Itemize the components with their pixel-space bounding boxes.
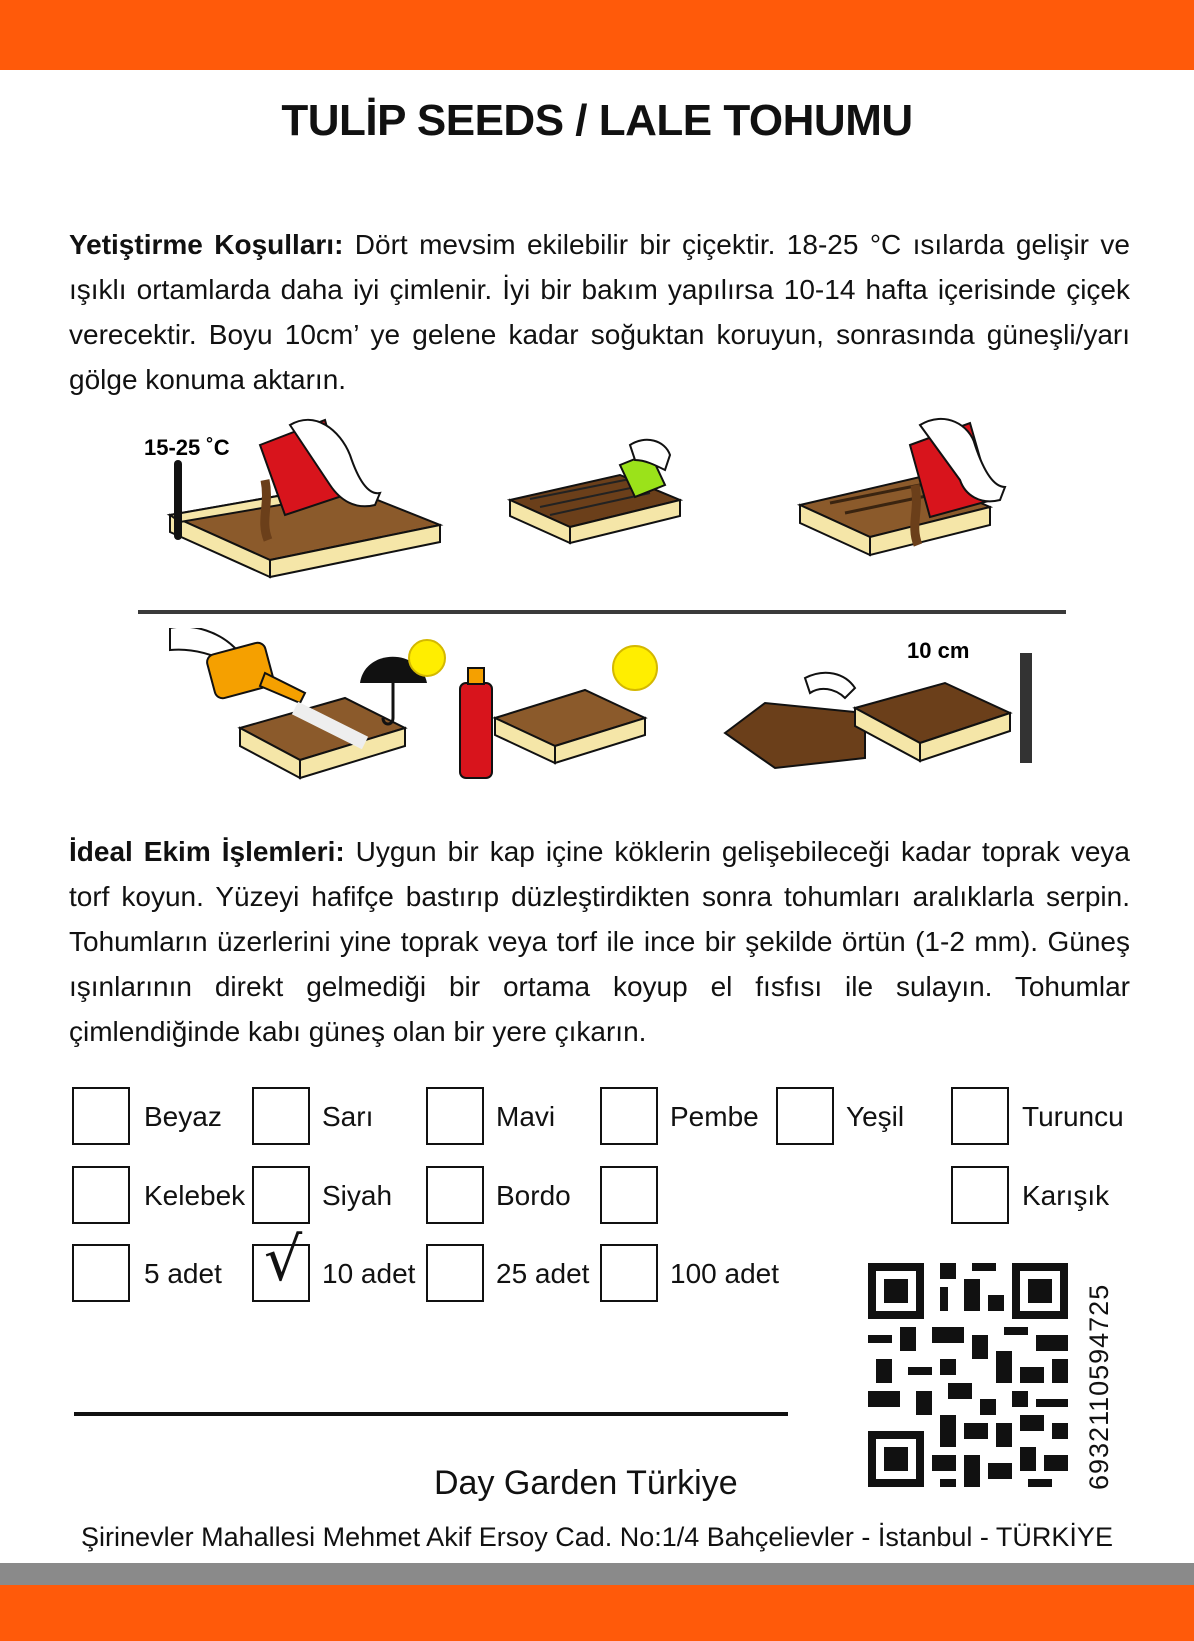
checkbox-karisik[interactable] xyxy=(951,1166,1009,1224)
checkbox-kelebek[interactable] xyxy=(72,1166,130,1224)
label-yesil: Yeşil xyxy=(846,1101,905,1132)
sowing-steps-illustration-bottom xyxy=(165,628,1075,798)
sowing-steps-heading: İdeal Ekim İşlemleri: xyxy=(69,836,345,867)
sun-icon-1 xyxy=(409,640,445,676)
sowing-steps-paragraph xyxy=(69,829,1130,1054)
thermometer-icon xyxy=(174,460,182,540)
label-sari: Sarı xyxy=(322,1101,374,1132)
growing-conditions-text: Dört mevsim ekilebilir bir çiçektir. 18-25 °C ısılarda gelişir ve ışıklı ortamlarda daha iyi çimlenir. İyi bir bakım yapılırsa 10-14 hafta içerisinde çiçek verecektir. Boyu 10cm’ ye gelene kadar soğuktan koruyun, sonrasında güneşli/yarı gölge konuma aktarın. xyxy=(69,229,1130,395)
label-bordo: Bordo xyxy=(496,1180,571,1211)
ruler-icon xyxy=(1020,653,1032,763)
sowing-steps-text: Uygun bir kap içine köklerin gelişebileceği kadar toprak veya torf koyun. Yüzeyi hafifçe bastırıp düzleştirdikten sonra tohumları aralıklarla serpin. Tohumların üzerlerini yine toprak veya torf ile ince bir şekilde örtün (1-2 mm). Güneş ışınlarının direkt gelmediği bir ortama koyup el fısfısı ile sulayın. Tohumlar çimlendiğinde kabı güneş olan bir yere çıkarın. xyxy=(69,836,1130,1047)
bottom-gray-band xyxy=(0,1563,1194,1585)
crate-watered xyxy=(240,698,405,778)
label-kelebek: Kelebek xyxy=(144,1180,246,1211)
label-turuncu: Turuncu xyxy=(1022,1101,1124,1132)
checkbox-5-adet[interactable] xyxy=(72,1244,130,1302)
label-mavi: Mavi xyxy=(496,1101,556,1132)
growing-conditions-heading: Yetiştirme Koşulları: xyxy=(69,229,344,260)
sowing-steps-illustration-top xyxy=(140,415,1080,595)
fertilizer-bottle-icon xyxy=(460,668,492,778)
qr-code xyxy=(868,1262,1068,1488)
checkbox-sari[interactable] xyxy=(252,1087,310,1145)
label-25-adet: 25 adet xyxy=(496,1258,590,1289)
checkbox-yesil[interactable] xyxy=(776,1087,834,1145)
bottom-orange-band xyxy=(0,1585,1194,1641)
checkbox-bordo[interactable] xyxy=(426,1166,484,1224)
height-label: 10 cm xyxy=(907,638,970,663)
footer-rule xyxy=(74,1412,788,1416)
checkbox-pembe[interactable] xyxy=(600,1087,658,1145)
illustration-divider xyxy=(138,610,1066,614)
label-pembe: Pembe xyxy=(670,1101,759,1132)
checkbox-turuncu[interactable] xyxy=(951,1087,1009,1145)
top-orange-band xyxy=(0,0,1194,70)
brand-name: Day Garden Türkiye xyxy=(434,1464,738,1502)
watering-can-icon xyxy=(170,628,305,703)
label-karisik: Karışık xyxy=(1022,1180,1110,1211)
checkbox-10-adet[interactable] xyxy=(252,1225,310,1302)
company-address: Şirinevler Mahallesi Mehmet Akif Ersoy Cad. No:1/4 Bahçelievler - İstanbul - TÜRKİYE xyxy=(81,1522,1113,1552)
temperature-label: 15-25 ˚C xyxy=(144,435,230,460)
label-100-adet: 100 adet xyxy=(670,1258,779,1289)
label-beyaz: Beyaz xyxy=(144,1101,222,1132)
page-title: TULİP SEEDS / LALE TOHUMU xyxy=(281,96,913,145)
label-siyah: Siyah xyxy=(322,1180,393,1211)
checkbox-beyaz[interactable] xyxy=(72,1087,130,1145)
barcode-number: 6932110594725 xyxy=(1084,1283,1114,1490)
growing-conditions-paragraph xyxy=(69,222,1130,402)
checkbox-mavi[interactable] xyxy=(426,1087,484,1145)
checkbox-25-adet[interactable] xyxy=(426,1244,484,1302)
checkbox-100-adet[interactable] xyxy=(600,1244,658,1302)
label-5-adet: 5 adet xyxy=(144,1258,222,1289)
checkmark-icon: √ xyxy=(264,1225,303,1295)
checkbox-siyah[interactable] xyxy=(252,1166,310,1224)
sun-icon-2 xyxy=(613,646,657,690)
label-10-adet: 10 adet xyxy=(322,1258,416,1289)
transplanting-seedlings-illustration xyxy=(725,673,1010,768)
checkbox-blank[interactable] xyxy=(600,1166,658,1224)
crate-sprouting xyxy=(495,690,645,763)
